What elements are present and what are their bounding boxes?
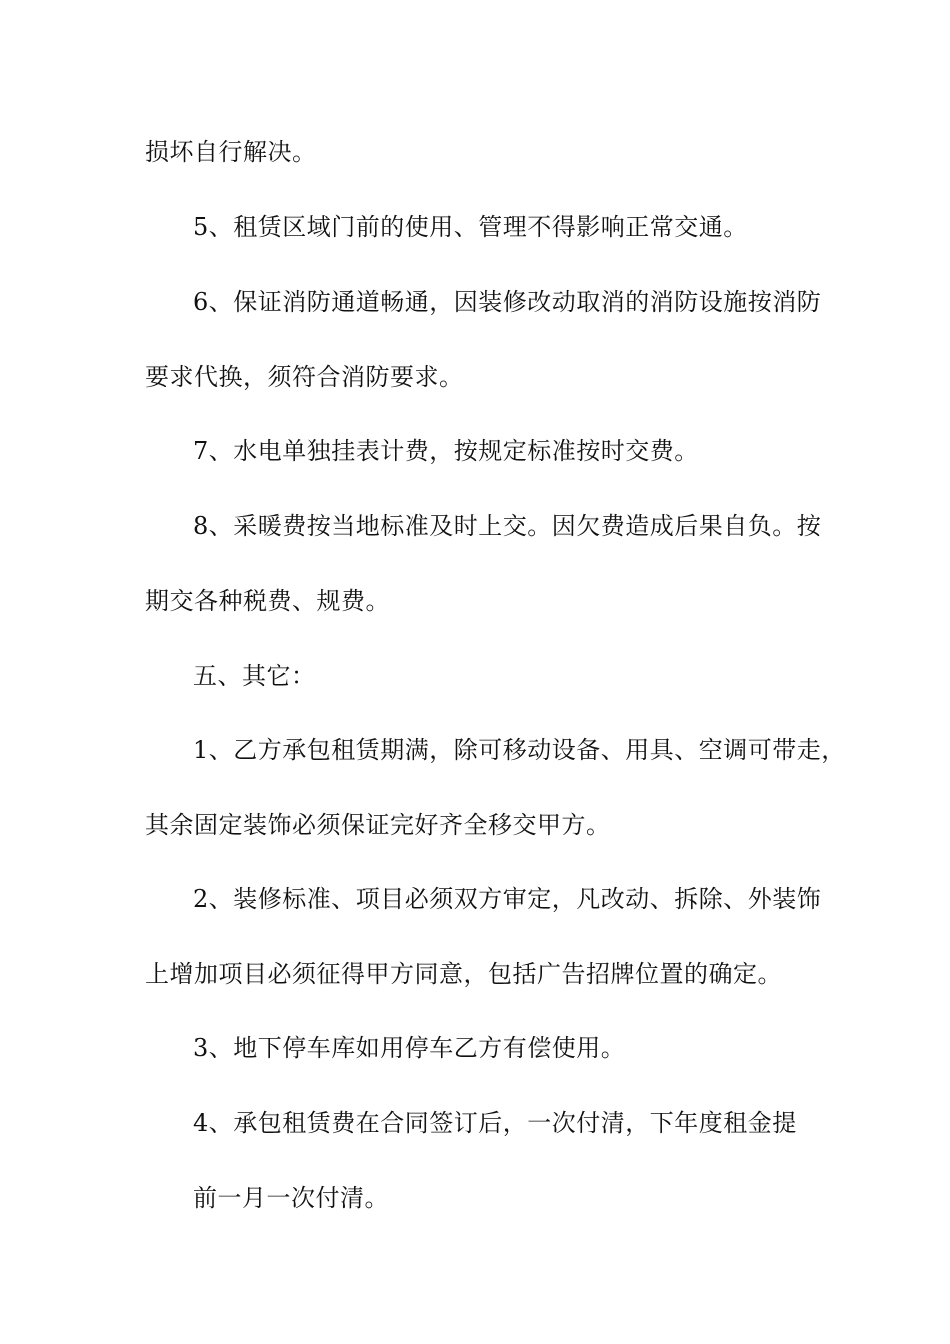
- section-heading: 五、其它：: [193, 662, 316, 690]
- text-line: 前一月一次付清。: [193, 1184, 389, 1212]
- text-line: 3、地下停车库如用停车乙方有偿使用。: [193, 1034, 626, 1062]
- text-line: 6、保证消防通道畅通，因装修改动取消的消防设施按消防: [193, 288, 822, 316]
- text-line: 其余固定装饰必须保证完好齐全移交甲方。: [145, 811, 611, 839]
- text-line: 损坏自行解决。: [145, 138, 317, 166]
- text-line: 2、装修标准、项目必须双方审定，凡改动、拆除、外装饰: [193, 885, 822, 913]
- text-line: 4、承包租赁费在合同签订后，一次付清，下年度租金提: [193, 1109, 797, 1137]
- text-line: 8、采暖费按当地标准及时上交。因欠费造成后果自负。按: [193, 512, 822, 540]
- text-line: 7、水电单独挂表计费，按规定标准按时交费。: [193, 437, 699, 465]
- text-line: 1、乙方承包租赁期满，除可移动设备、用具、空调可带走，: [193, 736, 846, 764]
- text-line: 5、租赁区域门前的使用、管理不得影响正常交通。: [193, 213, 748, 241]
- text-line: 要求代换，须符合消防要求。: [145, 363, 464, 391]
- text-line: 期交各种税费、规费。: [145, 587, 390, 615]
- text-line: 上增加项目必须征得甲方同意，包括广告招牌位置的确定。: [145, 960, 782, 988]
